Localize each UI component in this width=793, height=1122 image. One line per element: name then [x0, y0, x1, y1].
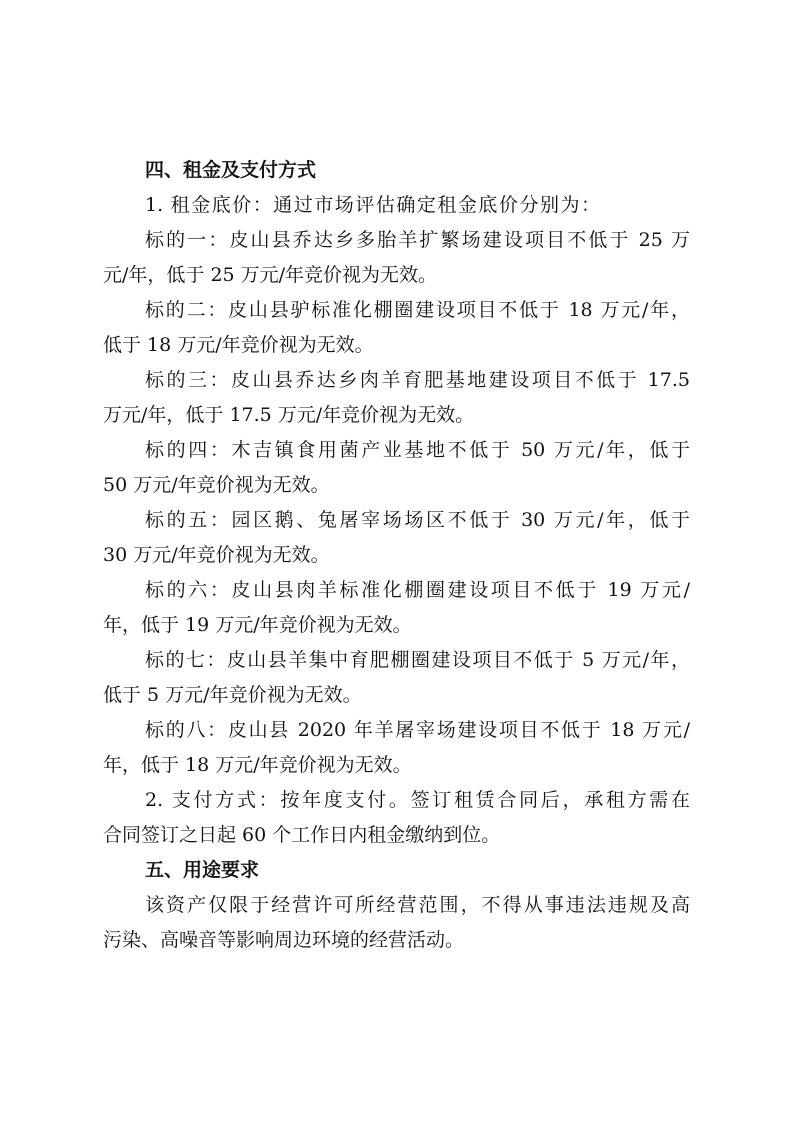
lot-4-line-2: 50 万元/年竞价视为无效。: [103, 474, 330, 496]
usage-requirement-line-1: 该资产仅限于经营许可所经营范围，不得从事违法违规及高: [145, 894, 690, 916]
lot-5-line-2: 30 万元/年竞价视为无效。: [103, 544, 330, 566]
lot-7-line-2: 低于 5 万元/年竞价视为无效。: [103, 684, 362, 706]
section-5-heading: 五、用途要求: [145, 859, 260, 881]
lot-1-line-1: 标的一：皮山县乔达乡多胎羊扩繁场建设项目不低于 25 万: [145, 229, 690, 251]
lot-8-line-2: 年，低于 18 万元/年竞价视为无效。: [103, 754, 412, 776]
lot-6-line-2: 年，低于 19 万元/年竞价视为无效。: [103, 614, 412, 636]
payment-method-line-2: 合同签订之日起 60 个工作日内租金缴纳到位。: [103, 824, 501, 846]
lot-3-line-1: 标的三：皮山县乔达乡肉羊育肥基地建设项目不低于 17.5: [145, 369, 690, 391]
rent-base-price-intro: 1. 租金底价：通过市场评估确定租金底价分别为：: [145, 194, 600, 216]
lot-3-line-2: 万元/年，低于 17.5 万元/年竞价视为无效。: [103, 404, 475, 426]
lot-4-line-1: 标的四：木吉镇食用菌产业基地不低于 50 万元/年，低于: [145, 439, 690, 461]
lot-7-line-1: 标的七：皮山县羊集中育肥棚圈建设项目不低于 5 万元/年，: [145, 649, 690, 671]
lot-5-line-1: 标的五：园区鹅、兔屠宰场场区不低于 30 万元/年，低于: [145, 509, 690, 531]
lot-1-line-2: 元/年，低于 25 万元/年竞价视为无效。: [103, 264, 438, 286]
lot-2-line-1: 标的二：皮山县驴标准化棚圈建设项目不低于 18 万元/年，: [145, 299, 690, 321]
usage-requirement-line-2: 污染、高噪音等影响周边环境的经营活动。: [103, 929, 465, 951]
section-4-heading: 四、租金及支付方式: [145, 159, 317, 181]
lot-8-line-1: 标的八：皮山县 2020 年羊屠宰场建设项目不低于 18 万元/: [145, 719, 690, 741]
lot-6-line-1: 标的六：皮山县肉羊标准化棚圈建设项目不低于 19 万元/: [145, 579, 690, 601]
lot-2-line-2: 低于 18 万元/年竞价视为无效。: [103, 334, 374, 356]
payment-method-line-1: 2. 支付方式：按年度支付。签订租赁合同后，承租方需在: [145, 789, 690, 811]
